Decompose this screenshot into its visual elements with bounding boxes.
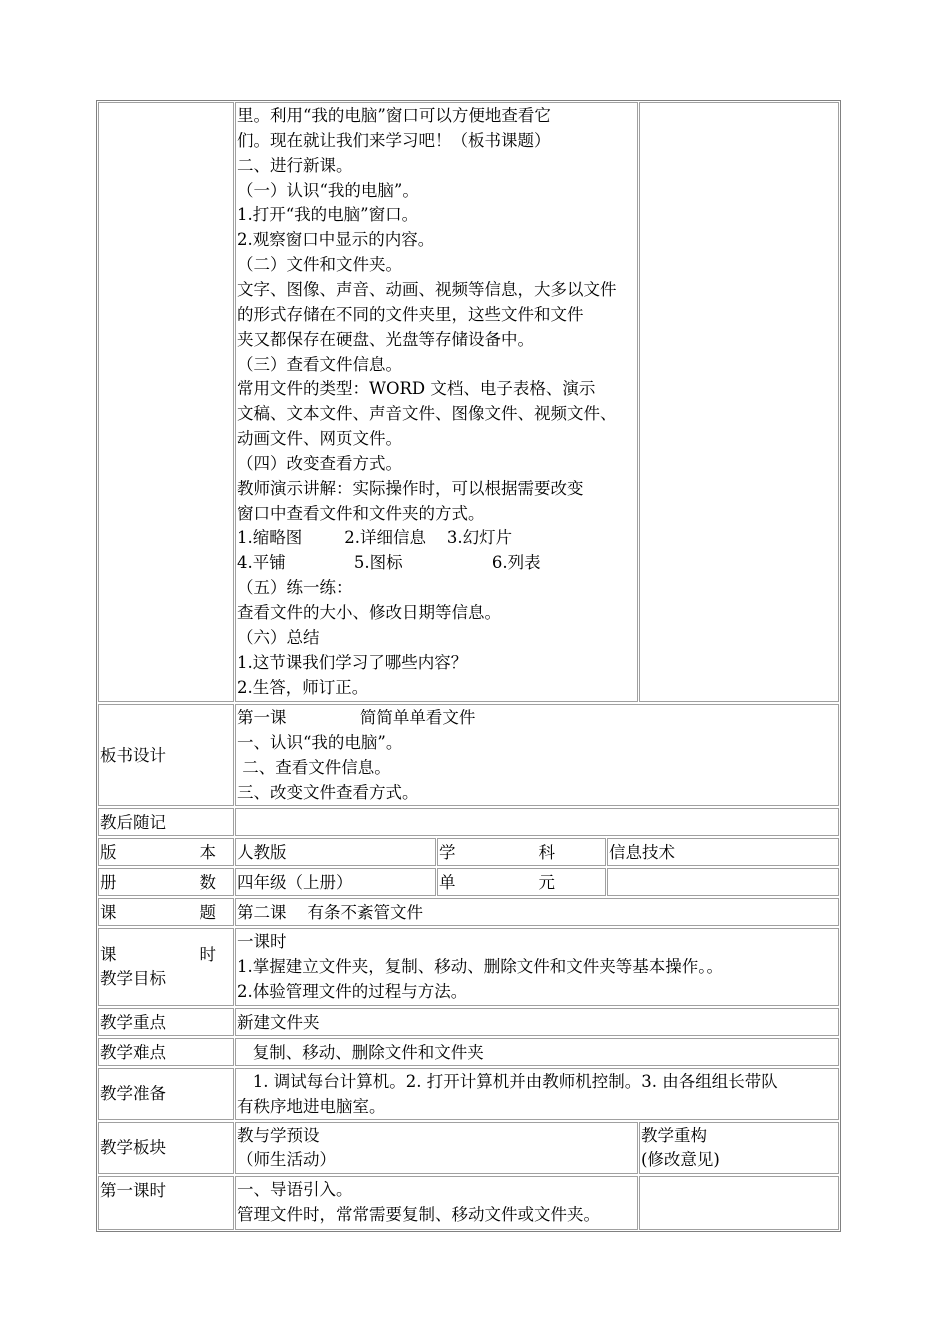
top-content-line: 文稿、文本文件、声音文件、图像文件、视频文件、 — [237, 404, 617, 424]
preparation-label: 教学准备 — [100, 1084, 166, 1103]
hours-label: 课 时 — [100, 945, 216, 964]
version-value: 人教版 — [237, 843, 287, 862]
unit-label-cell — [437, 868, 606, 896]
top-content-line: 二、进行新课。 — [237, 155, 353, 175]
top-content-cell — [235, 102, 638, 702]
top-content-line: 教师演示讲解：实际操作时，可以根据需要改变 — [237, 478, 584, 498]
difficulties-value: 复制、移动、删除文件和文件夹 — [237, 1043, 484, 1062]
top-content-line: 里。利用“我的电脑”窗口可以方便地查看它 — [237, 106, 551, 125]
lesson-label-cell — [98, 898, 234, 926]
top-content-line: （一）认识“我的电脑”。 — [237, 180, 419, 200]
blocks-col3-line1: 教学重构 — [641, 1126, 707, 1145]
unit-label: 单 元 — [439, 873, 555, 892]
lesson-label: 课 题 — [100, 903, 216, 922]
goals-line: 一课时 — [237, 932, 287, 951]
blocks-col2-line1: 教与学预设 — [237, 1126, 320, 1145]
volume-label-cell — [98, 868, 234, 896]
board-design-label-cell — [98, 704, 234, 806]
key-points-label-cell — [98, 1008, 234, 1036]
blocks-col2-cell — [235, 1122, 638, 1174]
blocks-col2-line2: （师生活动） — [237, 1150, 336, 1169]
top-content-line: 2.观察窗口中显示的内容。 — [237, 230, 435, 250]
first-lesson-label: 第一课时 — [100, 1181, 166, 1200]
subject-label-cell — [437, 838, 606, 866]
preparation-line: 有秩序地进电脑室。 — [237, 1097, 386, 1116]
top-content-line: 4.平铺 5.图标 6.列表 — [237, 553, 541, 573]
blocks-col3-cell — [639, 1122, 839, 1174]
preparation-content-cell — [235, 1068, 839, 1120]
top-content-line: 动画文件、网页文件。 — [237, 429, 402, 449]
goals-line: 2.体验管理文件的过程与方法。 — [237, 982, 468, 1001]
top-content-line: 常用文件的类型：WORD 文档、电子表格、演示 — [237, 379, 596, 399]
first-lesson-content-cell — [235, 1176, 638, 1230]
hours-goals-content-cell — [235, 928, 839, 1006]
lesson-value-cell — [235, 898, 839, 926]
difficulties-label-cell — [98, 1038, 234, 1066]
board-design-line: 一、认识“我的电脑”。 — [237, 733, 403, 752]
volume-value-cell — [235, 868, 436, 896]
difficulties-value-cell — [235, 1038, 839, 1066]
top-notes-cell — [639, 102, 839, 702]
blocks-col3-line2: (修改意见) — [641, 1150, 720, 1169]
subject-value-cell — [607, 838, 839, 866]
goals-label: 教学目标 — [100, 969, 166, 988]
lesson-title: 第二课 有条不紊管文件 — [237, 903, 423, 922]
board-design-line: 三、改变文件查看方式。 — [237, 783, 419, 802]
top-content-line: （五）练一练： — [237, 578, 353, 598]
volume-label: 册 数 — [100, 873, 216, 892]
volume-value: 四年级（上册） — [237, 873, 353, 892]
top-content-line: （四）改变查看方式。 — [237, 453, 402, 473]
board-design-label: 板书设计 — [100, 746, 166, 765]
goals-line: 1.掌握建立文件夹，复制、移动、删除文件和文件夹等基本操作。。 — [237, 957, 723, 976]
first-lesson-notes-cell — [639, 1176, 839, 1230]
first-lesson-line: 一、导语引入。 — [237, 1180, 353, 1199]
top-content-line: 的形式存储在不同的文件夹里，这些文件和文件 — [237, 304, 584, 324]
hours-goals-label-cell — [98, 928, 234, 1006]
top-content-line: 们。现在就让我们来学习吧！（板书课题） — [237, 130, 551, 150]
top-content-line: 文字、图像、声音、动画、视频等信息，大多以文件 — [237, 279, 617, 299]
top-content-line: 1.缩略图 2.详细信息 3.幻灯片 — [237, 528, 513, 548]
top-content-line: 1.打开“我的电脑”窗口。 — [237, 205, 419, 225]
blocks-label-cell — [98, 1122, 234, 1174]
top-content-line: 夹又都保存在硬盘、光盘等存储设备中。 — [237, 329, 534, 349]
top-content-line: 1.这节课我们学习了哪些内容？ — [237, 652, 468, 672]
after-notes-content-cell — [235, 808, 839, 836]
top-content-line: （三）查看文件信息。 — [237, 354, 402, 374]
top-content-line: 查看文件的大小、修改日期等信息。 — [237, 603, 501, 622]
subject-value: 信息技术 — [609, 843, 675, 862]
preparation-label-cell — [98, 1068, 234, 1120]
board-design-content-cell — [235, 704, 839, 806]
version-value-cell — [235, 838, 436, 866]
first-lesson-label-cell — [98, 1176, 234, 1230]
unit-value-cell — [607, 868, 839, 896]
key-points-label: 教学重点 — [100, 1013, 166, 1032]
blocks-label: 教学板块 — [100, 1138, 166, 1157]
key-points-value-cell — [235, 1008, 839, 1036]
after-notes-label: 教后随记 — [100, 813, 166, 832]
top-content-line: 2.生答，师订正。 — [237, 677, 369, 697]
board-design-line: 二、查看文件信息。 — [237, 758, 391, 777]
version-label: 版 本 — [100, 843, 216, 862]
top-content-line: （二）文件和文件夹。 — [237, 255, 402, 275]
version-label-cell — [98, 838, 234, 866]
key-points-value: 新建文件夹 — [237, 1013, 320, 1032]
preparation-line: 1. 调试每台计算机。2. 打开计算机并由教师机控制。3. 由各组组长带队 — [237, 1072, 778, 1091]
top-label-cell — [98, 102, 234, 702]
top-content-line: （六）总结 — [237, 627, 320, 647]
board-design-line: 第一课 简简单单看文件 — [237, 708, 476, 727]
first-lesson-line: 管理文件时，常常需要复制、移动文件或文件夹。 — [237, 1205, 600, 1224]
subject-label: 学 科 — [439, 843, 555, 862]
after-notes-label-cell — [98, 808, 234, 836]
difficulties-label: 教学难点 — [100, 1043, 166, 1062]
top-content-line: 窗口中查看文件和文件夹的方式。 — [237, 503, 485, 523]
